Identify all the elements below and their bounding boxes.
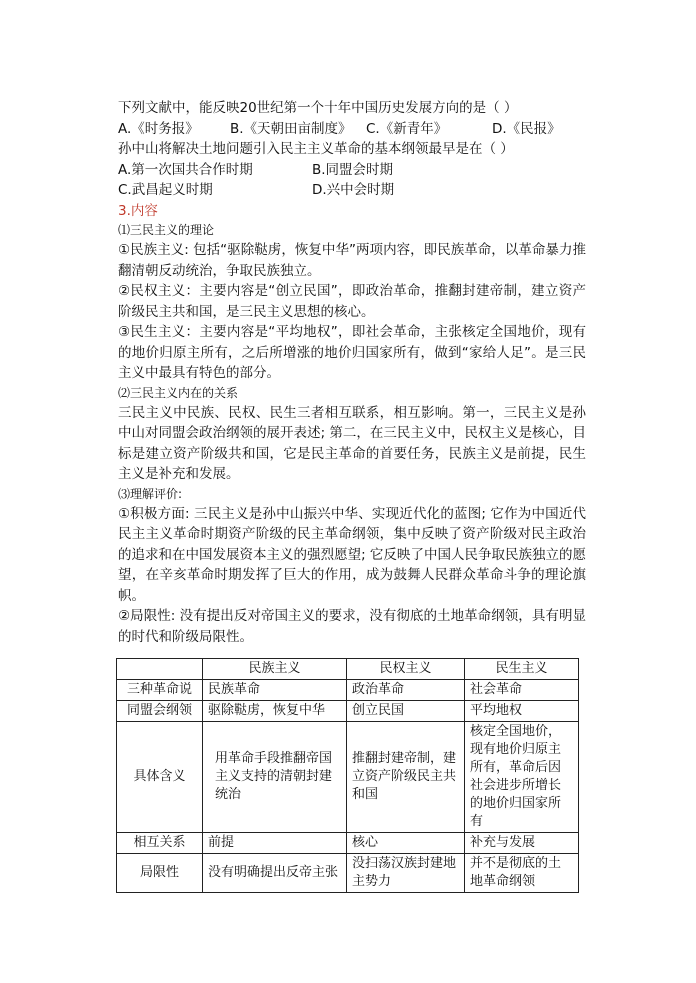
- paragraph-positive: ①积极方面: 三民主义是孙中山振兴中华、实现近代化的蓝图; 它作为中国近代民主主义革命时期资产阶级的民主革命纲领，集中反映了资产阶级对民主政治的追求和在中国发展资本主义的强烈愿望; 它反映了中国人民争取民族独立的愿望，在辛亥革命时期发挥了巨大的作用，成为鼓舞人民群众革命斗争的理论旗帜。: [118, 505, 586, 604]
- section-heading: 3.内容: [118, 202, 158, 219]
- table-header-row: [117, 659, 579, 680]
- table-row: [117, 854, 579, 893]
- table-row: [117, 833, 579, 854]
- question-2-options-row1: [118, 160, 586, 181]
- subsection-2-title: ⑵三民主义内在的关系: [118, 385, 239, 400]
- q1-option-b: B.《天朝田亩制度》: [230, 120, 352, 137]
- table-cell: 没有明确提出反帝主张: [203, 854, 347, 893]
- paragraph-livelihood: ③民生主义：主要内容是“平均地权”，即社会革命，主张核定全国地价，现有的地价归原主所有，之后所增涨的地价归国家所有，做到“家给人足”。是三民主义中最具有特色的部分。: [118, 324, 586, 381]
- table-row: [117, 680, 579, 701]
- table-cell: 社会革命: [465, 680, 579, 701]
- q2-option-c: C.武昌起义时期: [118, 182, 213, 198]
- table-cell: 平均地权: [465, 701, 579, 722]
- question-2-stem: 孙中山将解决土地问题引入民主主义革命的基本纲领最早是在（ ）: [118, 141, 514, 157]
- subsection-1-title: ⑴三民主义的理论: [118, 223, 215, 237]
- table-cell: 前提: [203, 833, 347, 854]
- paragraph-nationalism: ①民族主义: 包括“驱除鞑虏，恢复中华”两项内容，即民族革命，以革命暴力推翻清朝反动统治，争取民族独立。: [118, 242, 586, 279]
- table-row: [117, 722, 579, 833]
- q1-option-a: A.《时务报》: [118, 120, 199, 137]
- paragraph-relationship: 三民主义中民族、民权、民生三者相互联系，相互影响。第一，三民主义是孙中山对同盟会政治纲领的展开表述; 第二，在三民主义中，民权主义是核心，目标是建立资产阶级共和国，它是民主革命的首要任务，民族主义是前提，民生主义是补充和发展。: [118, 404, 586, 482]
- table-cell: 政治革命: [347, 680, 465, 701]
- table-row-header: 三种革命说: [117, 680, 203, 701]
- table-row: [117, 701, 579, 722]
- table-cell: 核定全国地价，现有地价归原主所有，革命后因社会进步所增长的地价归国家所有: [465, 722, 579, 833]
- question-1-options: [118, 119, 586, 140]
- table-cell: 驱除鞑虏，恢复中华: [203, 701, 347, 722]
- q1-option-d: D.《民报》: [492, 120, 561, 137]
- q2-option-b: B.同盟会时期: [312, 161, 394, 178]
- paragraph-limitations: ②局限性: 没有提出反对帝国主义的要求，没有彻底的土地革命纲领，具有明显的时代和阶级局限性。: [118, 608, 586, 645]
- paragraph-democracy: ②民权主义：主要内容是“创立民国”，即政治革命，推翻封建帝制，建立资产阶级民主共和国，是三民主义思想的核心。: [118, 283, 586, 320]
- three-principles-table: [116, 658, 579, 893]
- table-cell: 推翻封建帝制，建立资产阶级民主共和国: [347, 722, 465, 833]
- table-header-cell: 民权主义: [347, 659, 465, 680]
- table-header-cell: 民族主义: [203, 659, 347, 680]
- q2-option-a: A.第一次国共合作时期: [118, 161, 253, 178]
- table-cell: 核心: [347, 833, 465, 854]
- table-row-header: 局限性: [117, 854, 203, 893]
- table-cell: 创立民国: [347, 701, 465, 722]
- table-header-cell: [117, 659, 203, 680]
- table-cell: 并不是彻底的土地革命纲领: [465, 854, 579, 893]
- table-row-header: 相互关系: [117, 833, 203, 854]
- table-cell: 用革命手段推翻帝国主义支持的清朝封建统治: [203, 722, 347, 833]
- table-cell: 没扫荡汉族封建地主势力: [347, 854, 465, 893]
- table-cell: 补充与发展: [465, 833, 579, 854]
- question-2-options-row2: [118, 180, 586, 201]
- table-row-header: 具体含义: [117, 722, 203, 833]
- q1-option-c: C.《新青年》: [366, 120, 448, 137]
- question-1-stem: 下列文献中，能反映20世纪第一个十年中国历史发展方向的是（ ）: [118, 100, 518, 116]
- document-body: [118, 98, 586, 647]
- table-header-cell: 民生主义: [465, 659, 579, 680]
- q2-option-d: D.兴中会时期: [312, 182, 395, 198]
- table-cell: 民族革命: [203, 680, 347, 701]
- table-row-header: 同盟会纲领: [117, 701, 203, 722]
- subsection-3-title: ⑶理解评价:: [118, 486, 183, 501]
